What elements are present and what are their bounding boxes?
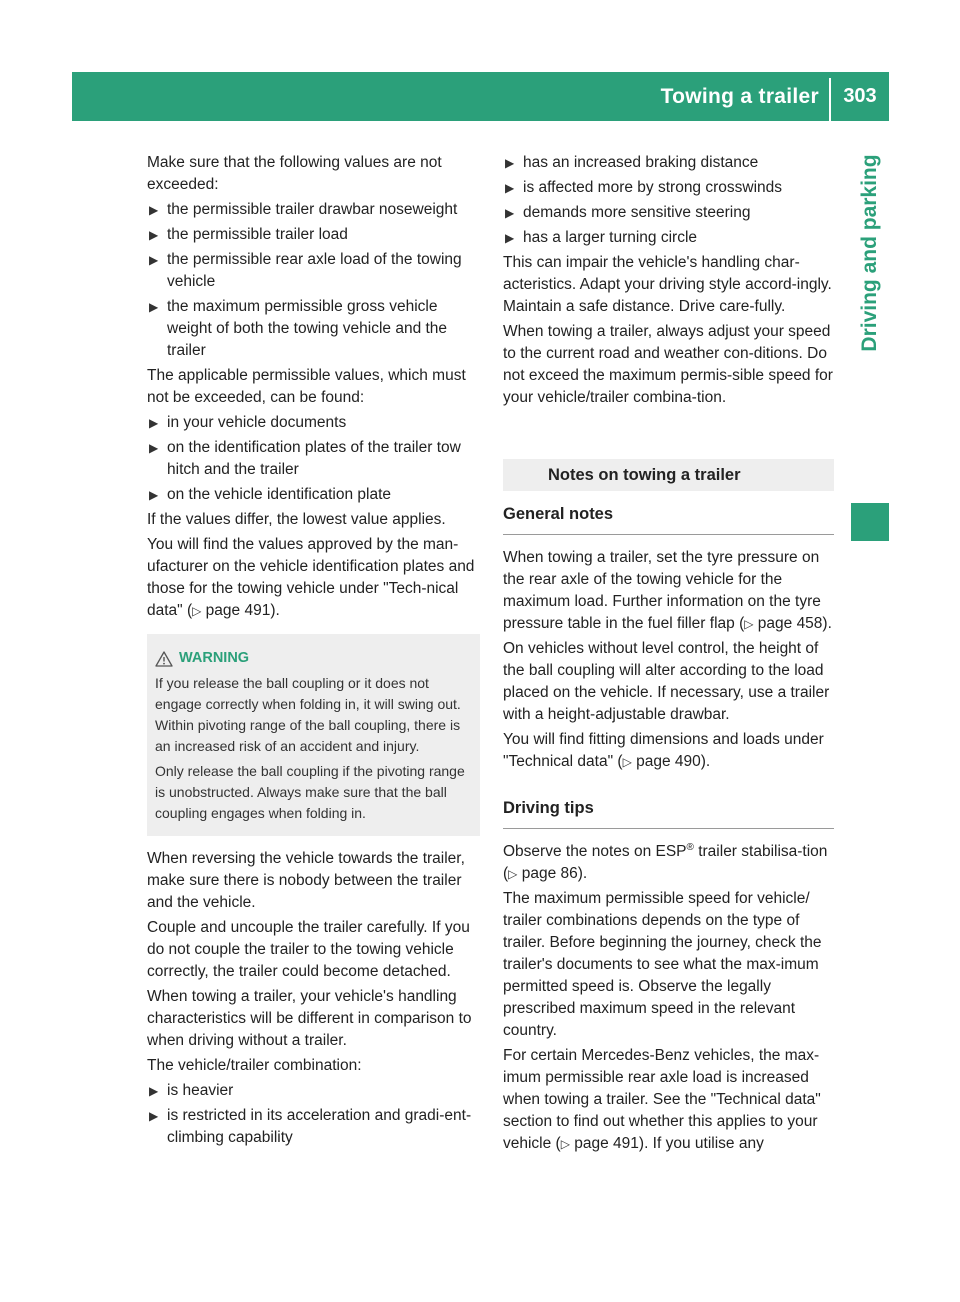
- bullet-arrow-icon: [149, 437, 158, 459]
- bullet-arrow-icon: [505, 202, 514, 224]
- page-reference-arrow-icon: ▷: [744, 617, 754, 631]
- list-item-text: is restricted in its acceleration and gradi-ent-climbing capability: [167, 1107, 472, 1146]
- paragraph: When reversing the vehicle towards the trailer, make sure there is nobody between the trailer and the vehicle.: [147, 850, 465, 911]
- paragraph: When towing a trailer, always adjust your speed to the current road and weather con-ditions. Do not exceed the maximum permis-sible speed for your vehicle/trailer combina-tion.: [503, 323, 833, 406]
- list-item-text: on the identification plates of the trailer tow hitch and the trailer: [167, 439, 461, 478]
- list-item-text: has a larger turning circle: [523, 229, 698, 246]
- warning-title: WARNING: [179, 650, 250, 666]
- warning-box: [147, 634, 480, 836]
- list-item-text: the maximum permissible gross vehicle weight of both the towing vehicle and the trailer: [167, 298, 448, 359]
- list-item-text: has an increased braking distance: [523, 154, 759, 171]
- paragraph: Make sure that the following values are not exceeded:: [147, 154, 442, 193]
- list-item-text: demands more sensitive steering: [523, 204, 751, 221]
- text: Observe the notes on ESP: [503, 843, 687, 860]
- paragraph: The vehicle/trailer combination:: [147, 1057, 362, 1074]
- section-heading: Notes on towing a trailer: [503, 459, 834, 491]
- left-column: [147, 152, 480, 1152]
- subheading-driving-tips: Driving tips: [503, 791, 834, 829]
- registered-mark: ®: [686, 841, 694, 853]
- paragraph: On vehicles without level control, the height of the ball coupling will alter according to the load placed on the vehicle. If necessary, use a trailer with a height-adjustable drawbar.: [503, 640, 830, 723]
- bullet-list-sources: [147, 412, 480, 506]
- list-item-text: is affected more by strong crosswinds: [523, 179, 783, 196]
- bullet-list-limits: [147, 199, 480, 362]
- list-item: [147, 296, 480, 362]
- paragraph: The applicable permissible values, which must not be exceeded, can be found:: [147, 367, 466, 406]
- list-item-text: is heavier: [167, 1082, 234, 1099]
- paragraph: [503, 1045, 834, 1155]
- page-reference-arrow-icon: ▷: [622, 755, 632, 769]
- list-item: [503, 177, 834, 199]
- list-item: [503, 202, 834, 224]
- list-item-text: on the vehicle identification plate: [167, 486, 392, 503]
- list-item: [147, 1105, 480, 1149]
- warning-text: If you release the ball coupling or it does not engage correctly when folding in, it will swing out. Within pivoting range of the ball coupling, there is an increased risk of an accident and injury.: [155, 675, 461, 754]
- bullet-arrow-icon: [149, 199, 158, 221]
- bullet-list-effects: [503, 152, 834, 249]
- paragraph: Couple and uncouple the trailer carefully. If you do not couple the trailer to the towing vehicle correctly, the trailer could become detached.: [147, 919, 470, 980]
- bullet-arrow-icon: [149, 1105, 158, 1127]
- header-bar: [72, 72, 889, 121]
- list-item-text: in your vehicle documents: [167, 414, 347, 431]
- list-item: [147, 249, 480, 293]
- right-column: [503, 152, 834, 1158]
- warning-header: [155, 648, 472, 669]
- bullet-arrow-icon: [149, 249, 158, 271]
- paragraph: [503, 547, 834, 635]
- paragraph: [147, 534, 480, 622]
- page-reference-arrow-icon: ▷: [192, 604, 202, 618]
- bullet-list-combination: [147, 1080, 480, 1149]
- page-reference: page 490).: [631, 753, 711, 770]
- page-reference: page 458).: [753, 615, 832, 632]
- warning-text: Only release the ball coupling if the pivoting range is unobstructed. Always make sure that the ball coupling engages when folding in.: [155, 763, 465, 821]
- bullet-arrow-icon: [505, 177, 514, 199]
- paragraph: If the values differ, the lowest value applies.: [147, 511, 446, 528]
- bullet-arrow-icon: [149, 484, 158, 506]
- text: trailer stabilisa-tion (: [503, 843, 828, 882]
- paragraph: When towing a trailer, your vehicle's handling characteristics will be different in comparison to when driving without a trailer.: [147, 988, 472, 1049]
- list-item: [147, 1080, 480, 1102]
- list-item-text: the permissible trailer drawbar noseweight: [167, 201, 458, 218]
- list-item: [503, 227, 834, 249]
- section-marker: [851, 503, 889, 541]
- list-item: [503, 152, 834, 174]
- section-tab-label: Driving and parking: [858, 154, 881, 352]
- page-reference: page 86).: [517, 865, 588, 882]
- subheading-general-notes: General notes: [503, 497, 834, 535]
- paragraph: [503, 729, 834, 773]
- paragraph: The maximum permissible speed for vehicle/ trailer combinations depends on the type of trailer. Before beginning the journey, check the trailer's documents to see what the max-imum permitted speed is. Observe the legally prescribed maximum speed in the relevant country.: [503, 890, 822, 1039]
- warning-triangle-icon: [155, 651, 173, 667]
- list-item: [147, 437, 480, 481]
- paragraph: This can impair the vehicle's handling char-acteristics. Adapt your driving style accord-ingly. Maintain a safe distance. Drive care-fully.: [503, 254, 832, 315]
- bullet-arrow-icon: [149, 412, 158, 434]
- bullet-arrow-icon: [149, 1080, 158, 1102]
- text: When towing a trailer, set the tyre pressure on the rear axle of the towing vehicle for the maximum load. Further information on the tyre pressure table in the fuel filler flap (: [503, 549, 821, 632]
- page-reference-arrow-icon: ▷: [560, 1137, 570, 1151]
- list-item-text: the permissible trailer load: [167, 226, 348, 243]
- page-title: Towing a trailer: [660, 85, 819, 108]
- page-number: 303: [843, 85, 877, 107]
- list-item-text: the permissible rear axle load of the towing vehicle: [167, 251, 462, 290]
- text: You will find fitting dimensions and loads under "Technical data" (: [503, 731, 824, 770]
- list-item: [147, 412, 480, 434]
- list-item: [147, 484, 480, 506]
- paragraph: [503, 841, 834, 885]
- section-tab: [851, 133, 889, 373]
- bullet-arrow-icon: [149, 296, 158, 318]
- list-item: [147, 224, 480, 246]
- text: You will find the values approved by the man-ufacturer on the vehicle identification plates and those for the towing vehicle under "Tech-nical data" (: [147, 536, 475, 619]
- bullet-arrow-icon: [149, 224, 158, 246]
- page-reference-arrow-icon: ▷: [508, 867, 518, 881]
- page-reference: page 491). If you utilise any: [569, 1135, 764, 1152]
- bullet-arrow-icon: [505, 152, 514, 174]
- list-item: [147, 199, 480, 221]
- page-reference: page 491).: [201, 602, 280, 619]
- bullet-arrow-icon: [505, 227, 514, 249]
- text: For certain Mercedes-Benz vehicles, the max-imum permissible rear axle load is increased when towing a trailer. See the "Technical data" section to find out whether this applies to your vehicle (: [503, 1047, 821, 1152]
